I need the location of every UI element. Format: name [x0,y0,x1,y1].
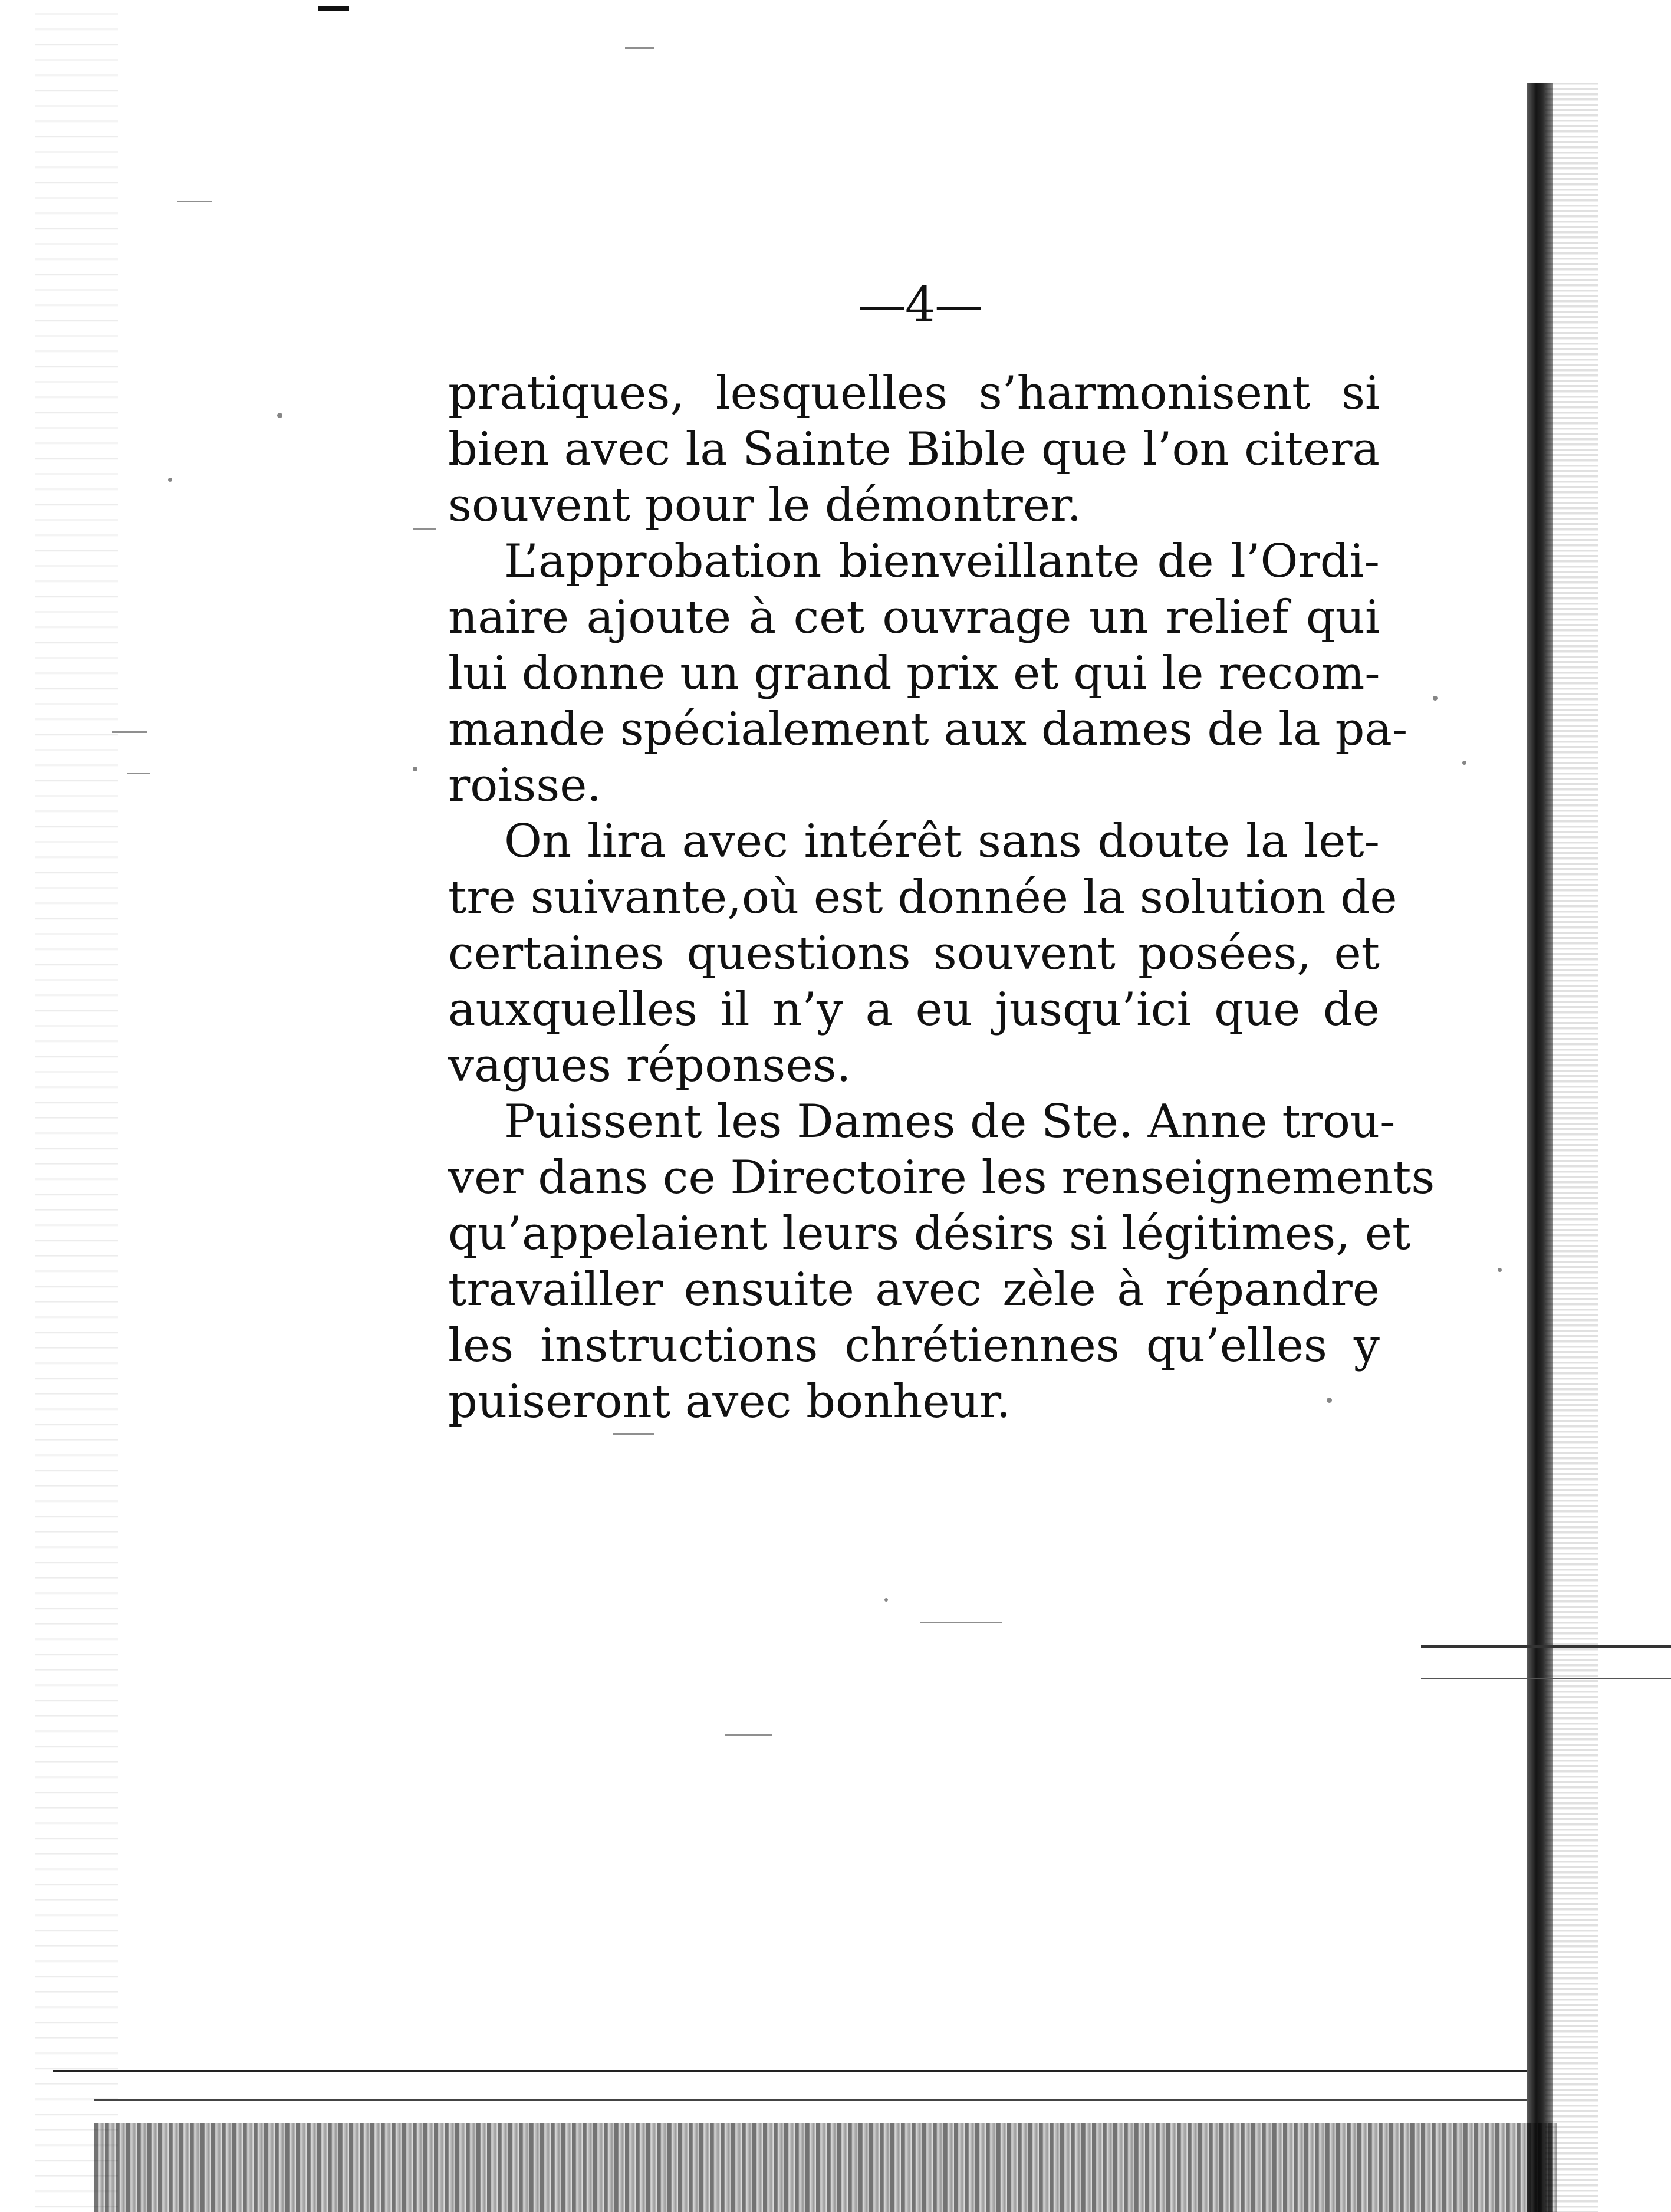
scan-dash [413,528,436,530]
text-line: Puissent les Dames de Ste. Anne trou- [504,1095,1396,1148]
scan-dash [920,1622,1002,1623]
scan-dash [112,731,147,733]
text-line: bien avec la Sainte Bible que l’on citera [448,423,1380,476]
scan-artifact-bottom-rule [53,2070,1527,2072]
scan-dash [625,47,654,49]
text-line: L’approbation bienveillante de l’Ordi- [504,535,1380,588]
scan-dash [177,201,212,202]
scan-artifact-page-edge-shadow [1545,83,1598,2212]
text-line: roisse. [448,759,602,812]
scan-speck [168,478,172,482]
scan-artifact-bottom-rule-2 [94,2099,1527,2101]
text-line: puiseront avec bonheur. [448,1375,1011,1428]
text-line: qu’appelaient leurs désirs si légitimes, et [448,1207,1411,1260]
scan-speck [1433,696,1438,701]
page-number: —4— [857,277,982,333]
scan-dash [613,1433,654,1435]
scan-artifact-left-margin [35,0,118,2212]
scan-speck [884,1598,888,1602]
text-line: souvent pour le démontrer. [448,479,1082,532]
scan-artifact-top-mark [318,6,349,11]
scan-speck [413,767,417,771]
text-line: auxquelles il n’y a eu jusqu’ici que de [448,983,1380,1036]
text-line: certaines questions souvent posées, et [448,927,1380,980]
paragraph-1 [448,366,1380,534]
scan-artifact-bottom-band [94,2123,1557,2212]
text-line: tre suivante,où est donnée la solution de [448,871,1397,924]
scan-dash [127,773,150,774]
text-line: travailler ensuite avec zèle à répandre [448,1263,1380,1316]
text-line: lui donne un grand prix et qui le recom- [448,647,1380,700]
scan-artifact-right-rule-2 [1421,1678,1671,1679]
paragraph-3 [448,814,1397,1094]
paragraph-2 [448,534,1408,814]
scan-speck [1498,1268,1502,1272]
text-line: mande spécialement aux dames de la pa- [448,703,1408,756]
body-text [448,366,1435,1430]
text-line: On lira avec intérêt sans doute la let- [504,815,1380,868]
scan-dash [725,1734,772,1736]
scan-artifact-right-rule [1421,1645,1671,1648]
text-line: naire ajoute à cet ouvrage un relief qui [448,591,1380,644]
text-line: ver dans ce Directoire les renseignements [448,1151,1435,1204]
scan-speck [277,413,282,418]
paragraph-4 [448,1094,1435,1430]
text-line: les instructions chrétiennes qu’elles y [448,1319,1380,1372]
scan-speck [1462,761,1466,765]
text-line: vagues réponses. [448,1039,851,1092]
text-line: pratiques, lesquelles s’harmonisent si [448,367,1380,420]
